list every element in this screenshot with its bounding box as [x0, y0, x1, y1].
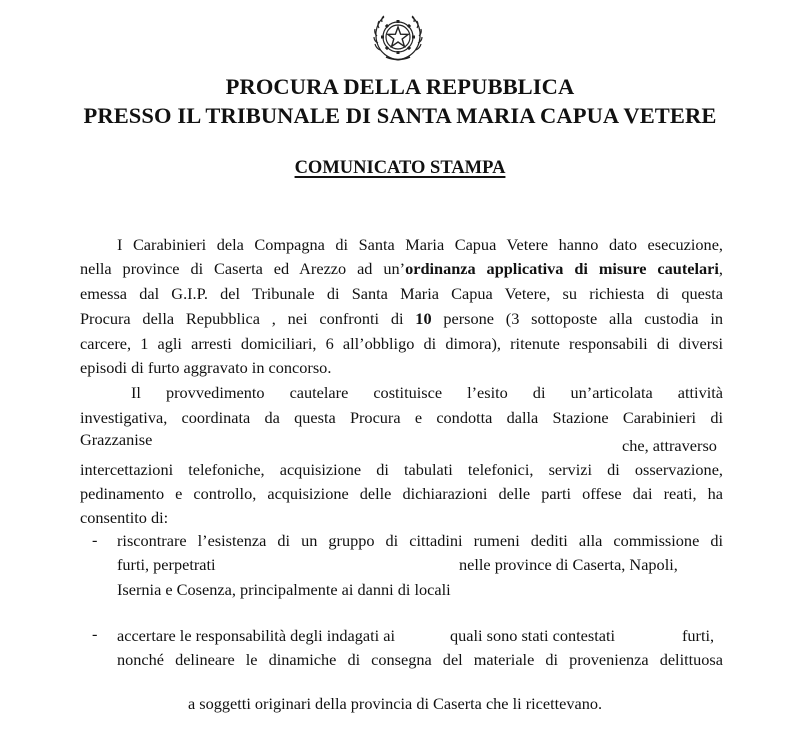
paragraph2-line3-start: Grazzanise [80, 430, 153, 449]
court-title: PRESSO IL TRIBUNALE DI SANTA MARIA CAPUA VETERE [83, 103, 717, 128]
paragraph2-line5: pedinamento e controllo, acquisizione delle dichiarazioni delle parti offese dai reati, ha [80, 484, 723, 503]
bullet1-line2-start: furti, perpetrati [117, 555, 216, 574]
bullet2-line1-middle: quali sono stati contestati [450, 626, 616, 645]
bullet1-line3: Isernia e Cosenza, principalmente ai danni di locali [117, 580, 451, 599]
paragraph2-line4: intercettazioni telefoniche, acquisizione di tabulati telefonici, servizi di osservazione, [80, 460, 723, 479]
bullet2-line3: a soggetti originari della provincia di Caserta che li ricettevano. [188, 694, 603, 713]
paragraph1-line5: carcere, 1 agli arresti domiciliari, 6 all’obbligo di dimora), ritenute responsabili di diversi [80, 334, 723, 353]
paragraph2-line3-end: che, attraverso [622, 436, 717, 455]
document-title: COMUNICATO STAMPA [294, 158, 506, 178]
paragraph1-line2: nella province di Caserta ed Arezzo ad un’ordinanza applicativa di misure cautelari, [80, 259, 723, 278]
paragraph1-line6: episodi di furto aggravato in concorso. [80, 358, 332, 377]
paragraph1-line3: emessa dal G.I.P. del Tribunale di Santa Maria Capua Vetere, su richiesta di questa [80, 284, 723, 303]
paragraph1-line1: I Carabinieri dela Compagna di Santa Maria Capua Vetere hanno dato esecuzione, [117, 235, 723, 254]
paragraph1-line4: Procura della Repubblica , nei confronti di 10 persone (3 sottoposte alla custodia in [80, 309, 723, 328]
paragraph2-line6: consentito di: [80, 508, 169, 527]
bullet1-marker: - [92, 530, 98, 549]
italian-republic-emblem-icon [372, 10, 424, 62]
paragraph2-line1: Il provvedimento cautelare costituisce l’esito di un’articolata attività [131, 383, 723, 402]
bullet2-line2: nonché delineare le dinamiche di consegna del materiale di provenienza delittuosa [117, 650, 723, 669]
bullet1-line1: riscontrare l’esistenza di un gruppo di cittadini rumeni dediti alla commissione di [117, 531, 723, 550]
paragraph2-line2: investigativa, coordinata da questa Procura e condotta dalla Stazione Carabinieri di [80, 408, 723, 427]
bullet2-line1-start: accertare le responsabilità degli indagati ai [117, 626, 396, 645]
office-title: PROCURA DELLA REPUBBLICA [225, 74, 575, 99]
bullet2-line1-end: furti, [682, 626, 715, 645]
bullet1-line2-end: nelle province di Caserta, Napoli, [459, 555, 678, 574]
bullet2-marker: - [92, 624, 98, 643]
